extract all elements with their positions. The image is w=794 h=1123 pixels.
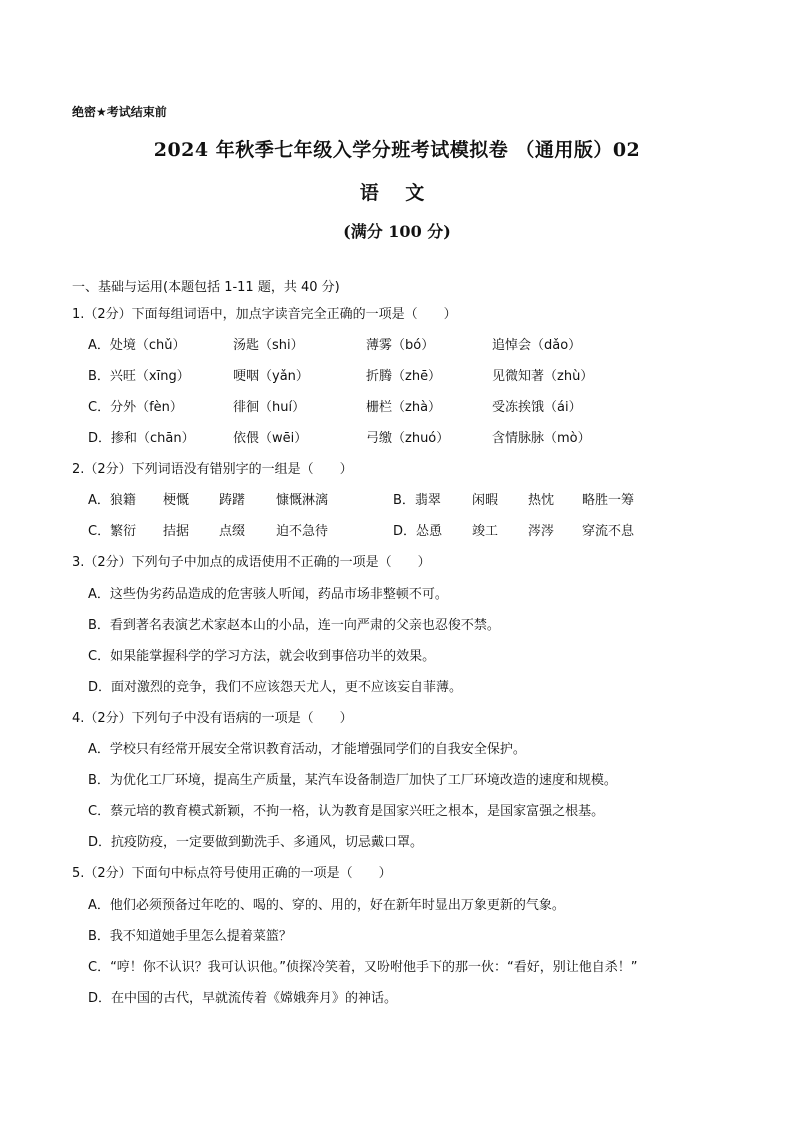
option-cell: C．分外（fèn） <box>88 400 183 415</box>
option-cell: 迫不急待 <box>276 524 329 539</box>
question-4-option-a: A．学校只有经常开展安全常识教育活动，才能增强同学们的自我安全保护。 <box>88 742 526 757</box>
option-cell: 哽咽（yǎn） <box>233 369 309 384</box>
option-cell: 含情脉脉（mò） <box>492 431 591 446</box>
question-4-option-b: B．为优化工厂环境，提高生产质量，某汽车设备制造厂加快了工厂环境改造的速度和规模。 <box>88 773 617 788</box>
option-cell: 汤匙（shi） <box>233 338 304 353</box>
option-cell: A．狼籍 <box>88 493 136 508</box>
question-3-option-b: B．看到著名表演艺术家赵本山的小品，连一向严肃的父亲也忍俊不禁。 <box>88 618 500 633</box>
option-cell: 栅栏（zhà） <box>366 400 442 415</box>
option-cell: 穿流不息 <box>582 524 635 539</box>
option-cell: 涔涔 <box>528 524 555 539</box>
option-cell: A．处境（chǔ） <box>88 338 186 353</box>
question-5-option-c: C．“哼！你不认识？我可认识他。”侦探冷笑着，又吩咐他手下的那一伙：“看好，别让他自杀！” <box>88 960 638 975</box>
option-cell: 踌躇 <box>219 493 246 508</box>
option-cell: B．翡翠 <box>393 493 441 508</box>
option-cell: 弓缴（zhuó） <box>366 431 450 446</box>
option-cell: 慷慨淋漓 <box>276 493 329 508</box>
option-cell: 点缀 <box>219 524 246 539</box>
question-4-stem: 4.（2分）下列句子中没有语病的一项是（ ） <box>72 711 353 726</box>
question-3-option-d: D．面对激烈的竞争，我们不应该怨天尤人，更不应该妄自菲薄。 <box>88 680 463 695</box>
question-3-option-a: A．这些伪劣药品造成的危害骇人听闻，药品市场非整顿不可。 <box>88 587 448 602</box>
option-cell: 受冻挨饿（ái） <box>492 400 582 415</box>
question-5-stem: 5.（2分）下面句中标点符号使用正确的一项是（ ） <box>72 866 392 881</box>
question-5-option-d: D．在中国的古代，早就流传着《嫦娥奔月》的神话。 <box>88 991 398 1006</box>
question-1-stem: 1.（2分）下面每组词语中，加点字读音完全正确的一项是（ ） <box>72 307 457 322</box>
option-cell: 徘徊（huí） <box>233 400 306 415</box>
option-cell: 略胜一筹 <box>582 493 635 508</box>
option-cell: 拮据 <box>163 524 190 539</box>
option-cell: B．兴旺（xīng） <box>88 369 190 384</box>
option-cell: D．掺和（chān） <box>88 431 195 446</box>
subject-title: 语 文 <box>359 182 435 204</box>
confidential-label: 绝密★考试结束前 <box>72 105 167 119</box>
question-4-option-c: C．蔡元培的教育模式新颖，不拘一格，认为教育是国家兴旺之根本，是国家富强之根基。 <box>88 804 605 819</box>
full-score: (满分 100 分) <box>343 222 451 241</box>
exam-title: 2024 年秋季七年级入学分班考试模拟卷 （通用版）02 <box>153 139 641 161</box>
question-3-stem: 3.（2分）下列句子中加点的成语使用不正确的一项是（ ） <box>72 555 431 570</box>
option-cell: 热忱 <box>528 493 555 508</box>
option-cell: 见微知著（zhù） <box>492 369 594 384</box>
option-cell: 折腾（zhē） <box>366 369 442 384</box>
option-cell: C．繁衍 <box>88 524 137 539</box>
option-cell: D．怂恿 <box>393 524 443 539</box>
option-cell: 闲暇 <box>472 493 499 508</box>
option-cell: 梗慨 <box>163 493 190 508</box>
question-3-option-c: C．如果能掌握科学的学习方法，就会收到事倍功半的效果。 <box>88 649 436 664</box>
question-5-option-a: A．他们必须预备过年吃的、喝的、穿的、用的，好在新年时显出万象更新的气象。 <box>88 898 565 913</box>
question-4-option-d: D．抗疫防疫，一定要做到勤洗手、多通风，切忌戴口罩。 <box>88 835 424 850</box>
option-cell: 薄雾（bó） <box>366 338 435 353</box>
question-2-stem: 2.（2分）下列词语没有错别字的一组是（ ） <box>72 462 353 477</box>
option-cell: 依偎（wēi） <box>233 431 308 446</box>
option-cell: 竣工 <box>472 524 499 539</box>
section-title: 一、基础与运用(本题包括 1-11 题，共 40 分) <box>72 280 340 295</box>
question-5-option-b: B．我不知道她手里怎么提着菜篮？ <box>88 929 292 944</box>
option-cell: 追悼会（dǎo） <box>492 338 582 353</box>
